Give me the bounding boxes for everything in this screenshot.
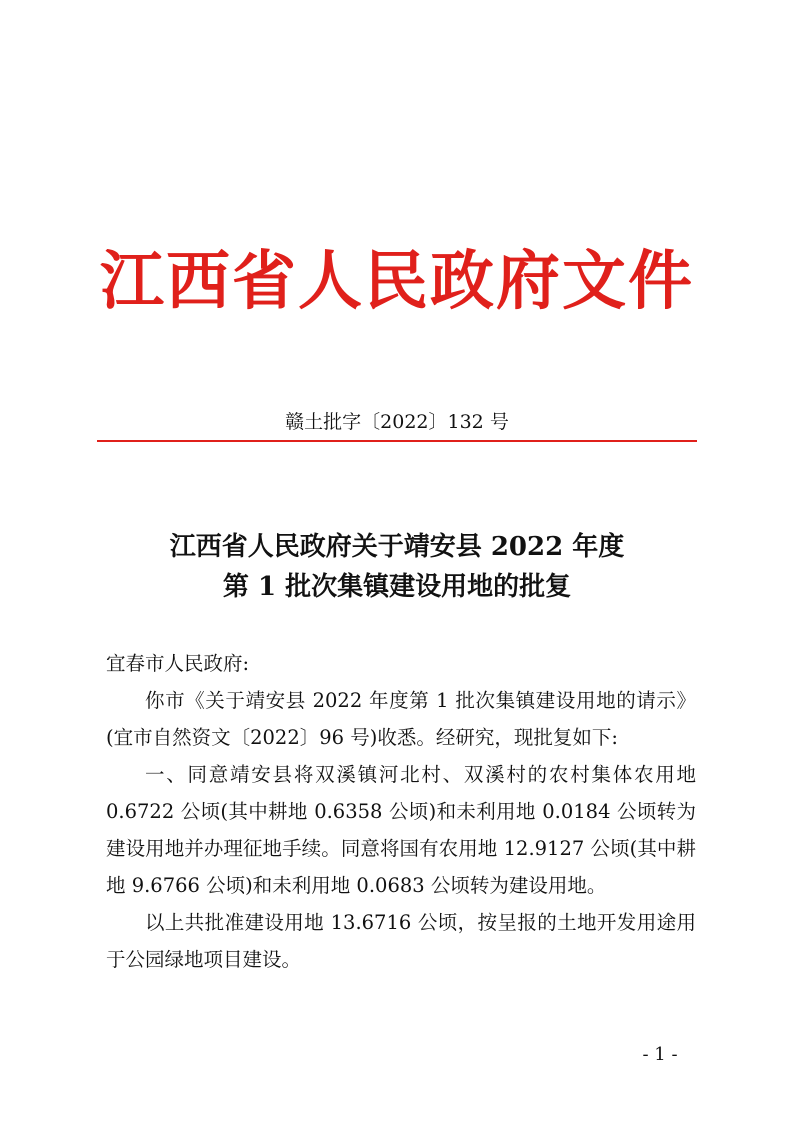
addressee: 宜春市人民政府: <box>106 652 250 675</box>
document-number: 赣土批字〔2022〕132 号 <box>285 411 509 433</box>
body-paragraph-1: 你市《关于靖安县 2022 年度第 1 批次集镇建设用地的请示》(宜市自然资文〔2022〕96 号)收悉。经研究，现批复如下: <box>106 689 696 749</box>
document-title <box>0 527 794 607</box>
body-paragraph-3: 以上共批准建设用地 13.6716 公顷，按呈报的土地开发用途用于公园绿地项目建设。 <box>106 911 696 971</box>
document-title-line-1: 江西省人民政府关于靖安县 2022 年度 <box>169 532 625 562</box>
page-number: - 1 - <box>642 1044 678 1065</box>
issuer-banner: 江西省人民政府文件 <box>100 245 694 319</box>
body-paragraph-2: 一、同意靖安县将双溪镇河北村、双溪村的农村集体农用地 0.6722 公顷(其中耕地 0.6358 公顷)和未利用地 0.0184 公顷转为建设用地并办理征地手续。同意将国有农用地 12.9127 公顷(其中耕地 9.6766 公顷)和未利用地 0.0683 公顷转为建设用地。 <box>106 763 696 897</box>
document-title-line-2: 第 1 批次集镇建设用地的批复 <box>222 572 572 602</box>
red-divider-line <box>97 440 697 442</box>
document-body <box>106 645 696 978</box>
